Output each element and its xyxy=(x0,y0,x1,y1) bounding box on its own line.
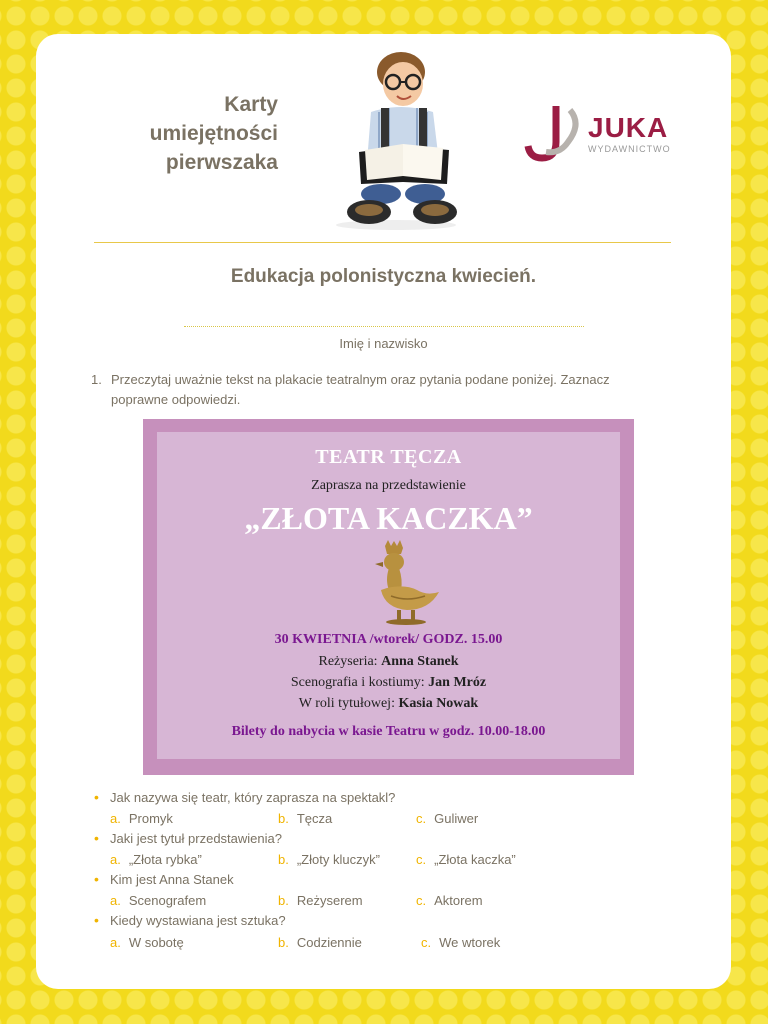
poster-date: 30 KWIETNIA /wtorek/ GODZ. 15.00 xyxy=(274,632,503,647)
name-answer-line[interactable] xyxy=(184,326,584,327)
answer-option[interactable]: c. „Złota kaczka” xyxy=(416,852,516,867)
answer-option[interactable]: c. Guliwer xyxy=(416,811,479,826)
bullet-icon: • xyxy=(94,830,99,846)
worksheet-card xyxy=(36,34,731,989)
logo-name: JUKA xyxy=(588,112,669,143)
question-4 xyxy=(94,913,694,933)
question-text: Jak nazywa się teatr, który zaprasza na spektakl? xyxy=(110,790,396,805)
poster-lead xyxy=(157,696,620,712)
design-name: Jan Mróz xyxy=(428,675,487,690)
question-1 xyxy=(94,790,694,810)
title-line-1: Karty xyxy=(224,93,278,116)
title-line-3: pierwszaka xyxy=(165,151,278,174)
poster-tickets: Bilety do nabycia w kasie Teatru w godz. 10.00-18.00 xyxy=(231,724,546,739)
answer-option[interactable]: c. We wtorek xyxy=(421,935,501,950)
design-label: Scenografia i kostiumy: xyxy=(290,675,429,690)
poster-theatre-name: TEATR TĘCZA xyxy=(315,446,462,468)
question-text: Kim jest Anna Stanek xyxy=(110,872,234,887)
lead-name: Kasia Nowak xyxy=(398,696,479,711)
question-text: Jaki jest tytuł przedstawienia? xyxy=(110,831,282,846)
title-line-2: umiejętności xyxy=(149,122,278,145)
poster-show-title: „ZŁOTA KACZKA” xyxy=(244,500,533,536)
worksheet-title xyxy=(96,90,278,177)
director-label: Reżyseria: xyxy=(318,654,382,669)
answer-option[interactable]: c. Aktorem xyxy=(416,893,483,908)
answer-option[interactable]: a. „Złota rybka” xyxy=(110,852,202,867)
logo-subtitle: WYDAWNICTWO xyxy=(588,144,671,154)
question-2 xyxy=(94,831,694,851)
lead-label: W roli tytułowej: xyxy=(298,696,399,711)
subject-heading: Edukacja polonistyczna kwiecień. xyxy=(230,266,537,287)
answer-option[interactable]: b. Codziennie xyxy=(278,935,362,950)
bullet-icon: • xyxy=(94,912,99,928)
poster-director xyxy=(157,654,620,670)
header-divider xyxy=(94,242,671,243)
theatre-poster xyxy=(143,419,634,775)
answer-option[interactable]: a. W sobotę xyxy=(110,935,184,950)
task-text: Przeczytaj uważnie tekst na plakacie teatralnym oraz pytania podane poniżej. Zaznacz poprawne odpowiedzi. xyxy=(111,372,610,407)
director-name: Anna Stanek xyxy=(381,654,459,669)
bullet-icon: • xyxy=(94,789,99,805)
name-label: Imię i nazwisko xyxy=(339,336,428,351)
question-text: Kiedy wystawiana jest sztuka? xyxy=(110,913,286,928)
task-number: 1. xyxy=(91,372,102,387)
answer-option[interactable]: b. Tęcza xyxy=(278,811,333,826)
answer-option[interactable]: b. Reżyserem xyxy=(278,893,363,908)
question-3 xyxy=(94,872,694,892)
golden-duck-icon xyxy=(367,540,443,626)
poster-design xyxy=(157,675,620,691)
answer-option[interactable]: b. „Złoty kluczyk” xyxy=(278,852,380,867)
poster-panel xyxy=(157,432,620,759)
bullet-icon: • xyxy=(94,871,99,887)
answer-option[interactable]: a. Promyk xyxy=(110,811,173,826)
reading-child-illustration xyxy=(321,42,471,232)
poster-invite: Zaprasza na przedstawienie xyxy=(311,478,466,493)
answer-option[interactable]: a. Scenografem xyxy=(110,893,207,908)
